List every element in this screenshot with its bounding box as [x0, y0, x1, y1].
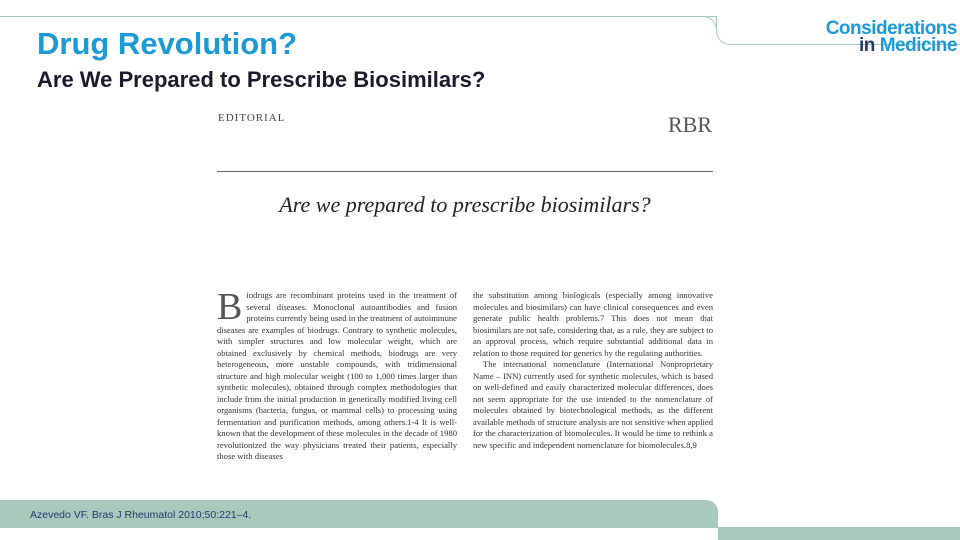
section-label: EDITORIAL	[218, 112, 286, 124]
article-paragraph	[217, 286, 457, 463]
logo-line1: Considerations	[825, 18, 957, 39]
article-paragraph: The international nomenclature (International Nonproprietary Name – INN) currently used for synthetic molecules, which is based on well-defined and easily characterized molecular differences, does not seem appropriate for the use intended to the nomenclature of molecules obtained by biotechnological methods, as the different available methods of structure analysis are not sensitive when applied for the characterization of biomolecules. It would be time to rethink a new specific and independent nomenclature for biomolecules.8,9	[473, 359, 713, 450]
header-tab-corner	[700, 16, 717, 31]
paragraph-text: iodrugs are recombinant proteins used in the treatment of several diseases. Monoclonal autoantibodies and fusion proteins currently being used in the treatment of autoimmune diseases are examples of biodrugs. Contrary to synthetic molecules, with simpler structures and low molecular weight, which are obtained exclusively by chemical methods, biodrugs are very heterogeneous, more unstable compounds, with tridimensional structure and high molecular weight (100 to 1,000 times larger than synthetic molecules), obtained through complex methodologies that include from the initial production in genetically modified living cell organisms (bacteria, fungus, or mammal cells) to processing using fermentation and purification methods, among others.1-4 It is well-known that the development of these molecules in the decade of 1980 revolutionized the way physicians treated their patients, especially those with diseases	[217, 290, 457, 461]
article-column-left	[217, 286, 457, 463]
citation: Azevedo VF. Bras J Rheumatol 2010;50:221–4.	[30, 509, 252, 521]
header-rule	[0, 16, 716, 17]
logo-tab	[716, 16, 960, 56]
article-image	[215, 108, 715, 488]
logo-line2-main: Medicine	[879, 35, 957, 56]
article-column-right	[473, 290, 713, 451]
slide-title: Drug Revolution?	[37, 26, 298, 61]
journal-logo: RBR	[667, 112, 712, 137]
slide-subtitle: Are We Prepared to Prescribe Biosimilars?	[37, 67, 486, 92]
drop-cap: B	[217, 286, 243, 328]
article-rule	[217, 171, 713, 172]
article-paragraph: the substitution among biologicals (especially among innovative molecules and biosimilars) can have clinical consequences and even generate public health problems.7 This does not mean that biosimilars are not safe, considering that, as a rule, they are subject to an approval process, which require substantial additional data in relation to those required for generics by the regulating authorities.	[473, 290, 713, 358]
article-title: Are we prepared to prescribe biosimilars?	[279, 192, 651, 217]
logo-line2	[826, 37, 957, 54]
footer-bar-extension	[718, 527, 960, 540]
logo-line2-prefix: in	[859, 35, 880, 56]
brand-logo	[826, 20, 957, 54]
